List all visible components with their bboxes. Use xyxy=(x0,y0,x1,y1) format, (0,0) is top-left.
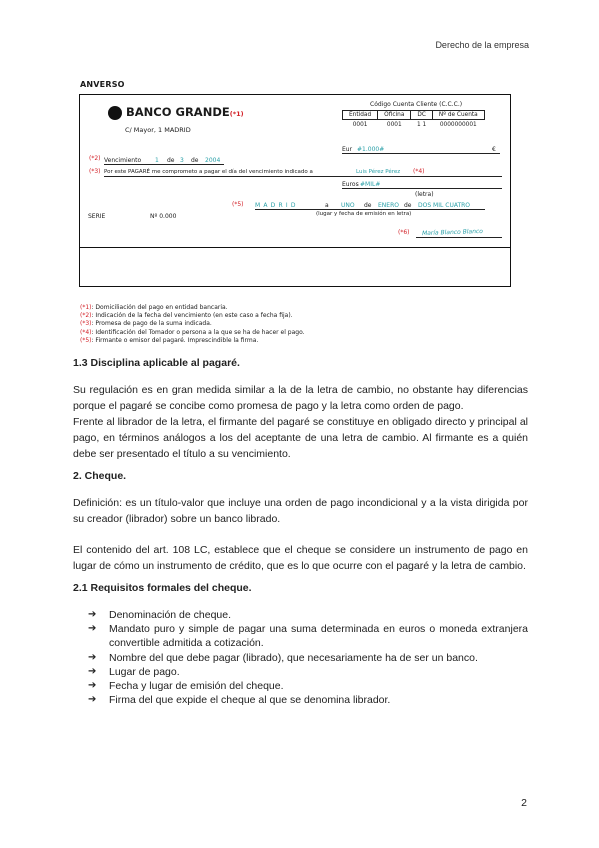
note-text: : Indicación de la fecha del vencimiento (en este caso a fecha fija). xyxy=(91,312,293,320)
place-year: DOS MIL CUATRO xyxy=(418,202,471,209)
note-item xyxy=(80,337,305,345)
euros-caption: (letra) xyxy=(415,191,434,198)
promise-rule xyxy=(104,176,502,177)
amount-rule xyxy=(342,153,500,154)
note-text: : Identificación del Tomador o persona a la que se ha de hacer el pago. xyxy=(91,328,305,336)
serie-number: Nº 0.000 xyxy=(150,213,177,220)
vencimiento-year: 2004 xyxy=(205,157,221,164)
note-text: : Domiciliación del pago en entidad bancaria. xyxy=(91,304,228,311)
vencimiento-day: 1 xyxy=(155,157,159,164)
note-item xyxy=(80,312,305,320)
note-text: : Firmante o emisor del pagaré. Imprescindible la firma. xyxy=(91,336,259,344)
vencimiento-marker: (*2) xyxy=(89,155,101,162)
payee-marker: (*4) xyxy=(413,168,425,175)
list-item-text: Fecha y lugar de emisión del cheque. xyxy=(109,680,284,693)
bank-marker: (*1) xyxy=(229,110,244,118)
place-de: de xyxy=(404,202,412,209)
vencimiento-de: de xyxy=(191,157,199,164)
place-a: a xyxy=(325,202,329,209)
note-marker: (*5) xyxy=(80,336,92,344)
list-item xyxy=(88,608,528,622)
ccc-value: 0001 xyxy=(352,122,368,128)
place-city: MADRID xyxy=(255,202,299,209)
arrow-bullet-icon: ➔ xyxy=(88,609,97,620)
list-item-text: Lugar de pago. xyxy=(109,665,180,678)
section-heading-1-3: 1.3 Disciplina aplicable al pagaré. xyxy=(73,357,240,369)
place-month: ENERO xyxy=(378,202,399,209)
amount-currency: € xyxy=(492,146,496,153)
figure-notes xyxy=(80,304,305,345)
serie-label: SERIE xyxy=(88,213,106,220)
list-item xyxy=(88,651,528,665)
bank-name-text: BANCO GRANDE xyxy=(126,105,230,119)
ccc-title: Código Cuenta Cliente (C.C.C.) xyxy=(370,101,463,108)
ccc-header: DC xyxy=(411,111,433,120)
paragraph: Su regulación es en gran medida similar a la de la letra de cambio, no obstante hay diferencias porque el pagaré se concibe como promesa de pago y la letra como orden de pago. xyxy=(73,384,528,412)
ccc-value: 1 1 xyxy=(417,122,427,128)
signature-marker: (*6) xyxy=(398,229,410,236)
amount-value: #1.000# xyxy=(357,146,385,153)
note-marker: (*3) xyxy=(80,320,92,328)
ccc-table xyxy=(342,110,485,128)
list-item-text: Firma del que expide el cheque al que se denomina librador. xyxy=(109,694,391,707)
form-divider xyxy=(80,247,510,248)
euros-rule xyxy=(342,188,502,189)
section-heading-2: 2. Cheque. xyxy=(73,470,127,482)
place-caption: (lugar y fecha de emisión en letra) xyxy=(316,211,412,217)
arrow-bullet-icon: ➔ xyxy=(88,623,97,635)
page-number: 2 xyxy=(521,797,527,809)
signature-rule xyxy=(416,237,502,238)
section-heading-2-1: 2.1 Requisitos formales del cheque. xyxy=(73,582,252,594)
paragraph: Definición: es un título-valor que incluye una orden de pago incondicional y a la vista dirigida por su creador (librador) sobre un banco librado. xyxy=(73,497,528,525)
note-marker: (*1) xyxy=(80,304,92,311)
bank-name xyxy=(126,105,244,119)
vencimiento-de: de xyxy=(167,157,175,164)
bank-address: C/ Mayor, 1 MADRID xyxy=(125,126,191,134)
arrow-bullet-icon: ➔ xyxy=(88,651,97,663)
promise-marker: (*3) xyxy=(89,168,101,175)
vencimiento-label: Vencimiento xyxy=(104,157,142,164)
paragraph: El contenido del art. 108 LC, establece que el cheque se considere un instrumento de pago en lugar de cómo un instrumento de crédito, que es lo que ocurre con el pagaré y la letra de cambio. xyxy=(73,544,528,572)
pagare-form xyxy=(79,94,511,287)
place-de: de xyxy=(364,202,372,209)
payee-name: Luis Pérez Pérez xyxy=(356,169,401,175)
euros-label: Euros xyxy=(342,181,359,188)
place-rule xyxy=(255,209,485,210)
note-text: : Promesa de pago de la suma indicada. xyxy=(91,320,212,328)
promise-text: Por este PAGARÉ me comprometo a pagar el día del vencimiento indicado a xyxy=(104,169,313,175)
arrow-bullet-icon: ➔ xyxy=(88,665,97,677)
requirements-list xyxy=(88,608,528,707)
figure-section-label: ANVERSO xyxy=(80,80,125,89)
vencimiento-rule xyxy=(104,164,224,165)
arrow-bullet-icon: ➔ xyxy=(88,680,97,692)
list-item-text: Denominación de cheque. xyxy=(109,609,232,621)
list-item-text: Nombre del que debe pagar (librado), que necesariamente ha de ser un banco. xyxy=(109,651,478,664)
list-item xyxy=(88,679,528,693)
ccc-header: Oficina xyxy=(378,111,411,120)
ccc-value: 0000000001 xyxy=(439,122,477,128)
note-marker: (*2) xyxy=(80,312,92,320)
note-marker: (*4) xyxy=(80,328,92,336)
ccc-value: 0001 xyxy=(386,122,402,128)
list-item xyxy=(88,665,528,679)
place-marker: (*5) xyxy=(232,201,244,208)
list-item xyxy=(88,622,528,650)
paragraph: Frente al librador de la letra, el firmante del pagaré se constituye en obligado directo y principal al pago, en términos análogos a los del aceptante de una letra de cambio. Al firmante es a quién debe ser presentado el título a su vencimiento. xyxy=(73,416,528,460)
note-item xyxy=(80,304,305,312)
ccc-header: Nº de Cuenta xyxy=(432,111,484,120)
bank-logo-dot xyxy=(108,106,122,120)
vencimiento-month: 3 xyxy=(180,157,184,164)
ccc-header: Entidad xyxy=(343,111,378,120)
list-item xyxy=(88,693,528,707)
note-item xyxy=(80,320,305,328)
arrow-bullet-icon: ➔ xyxy=(88,694,97,706)
running-header: Derecho de la empresa xyxy=(435,40,529,50)
signature: María Blanco Blanco xyxy=(421,227,484,238)
list-item-text: Mandato puro y simple de pagar una suma determinada en euros o moneda extranjera convertible admitida a cotización. xyxy=(109,623,528,650)
euros-value: #MIL# xyxy=(360,181,381,188)
amount-label: Eur xyxy=(342,146,353,153)
note-item xyxy=(80,329,305,337)
place-day: UNO xyxy=(341,202,355,209)
